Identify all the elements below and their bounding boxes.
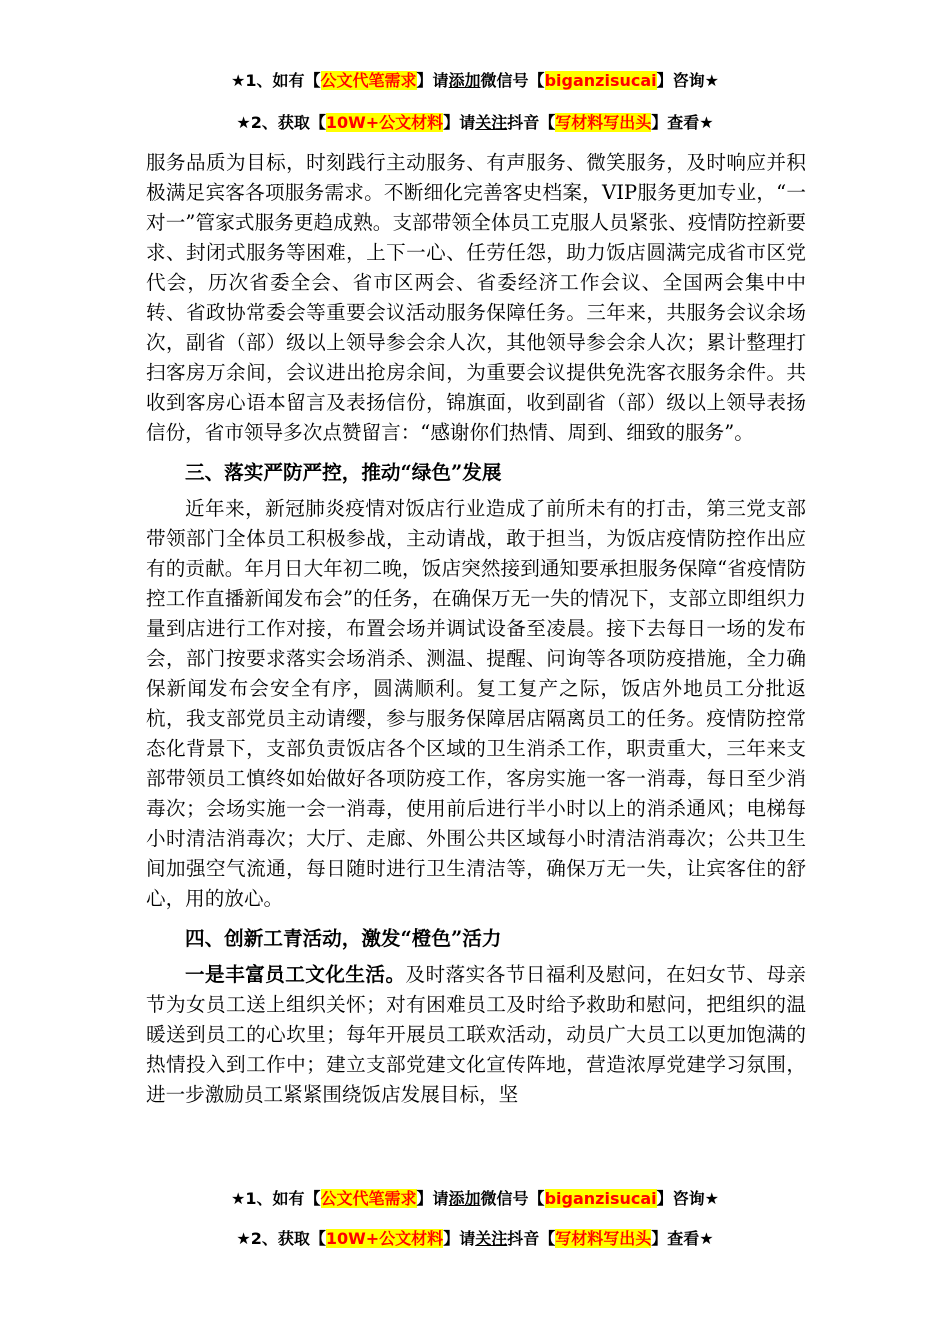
paragraph-culture: [146, 960, 806, 1110]
banner-text: 】请: [416, 71, 449, 90]
paragraph-epidemic: 近年来，新冠肺炎疫情对饭店行业造成了前所未有的打击，第三党支部带领部门全体员工积极参战，主动请战，敢于担当，为饭店疫情防控作出应有的贡献。年月日大年初二晚，饭店突然接到通知要承担服务保障“省疫情防控工作直播新闻发布会”的任务，在确保万无一失的情况下，支部立即组织力量到店进行工作对接，布置会场并调试设备至凌晨。接下去每日一场的发布会，部门按要求落实会场消杀、测温、提醒、问询等各项防疫措施，全力确保新闻发布会安全有序，圆满顺利。复工复产之际，饭店外地员工分批返杭，我支部党员主动请缨，参与服务保障居店隔离员工的任务。疫情防控常态化背景下，支部负责饭店各个区域的卫生消杀工作，职责重大，三年来支部带领员工慎终如始做好各项防疫工作，客房实施一客一消毒，每日至少消毒次；会场实施一会一消毒，使用前后进行半小时以上的消杀通风；电梯每小时清洁消毒次；大厅、走廊、外围公共区域每小时清洁消毒次；公共卫生间加强空气流通，每日随时进行卫生清洁等，确保万无一失，让宾客住的舒心，用的放心。: [146, 497, 806, 910]
banner-text: 抖音【: [507, 1229, 556, 1248]
banner-highlight: 写材料写出头: [555, 113, 652, 132]
banner-text: 】请: [443, 1229, 476, 1248]
banner-highlight: 10W+公文材料: [325, 113, 444, 132]
promo-banner-bottom-line2: [0, 1228, 950, 1250]
section-heading-4: 四、创新工青活动，激发“橙色”活力: [185, 927, 502, 950]
banner-text: 】查看★: [651, 113, 714, 132]
paragraph-culture-text: 及时落实各节日福利及慰问，在妇女节、母亲节为女员工送上组织关怀；对有困难员工及时给予救助和慰问，把组织的温暖送到员工的心坎里；每年开展员工联欢活动，动员广大员工以更加饱满的热情投入到工作中；建立支部党建文化宣传阵地，营造浓厚党建学习氛围，进一步激励员工紧紧围绕饭店发展目标，坚: [146, 963, 806, 1106]
banner-text: 微信号【: [480, 71, 545, 90]
banner-highlight: biganzisucai: [544, 1189, 657, 1208]
promo-banner-top-line1: [0, 70, 950, 92]
banner-text: ★2、获取【: [236, 113, 326, 132]
banner-text: 】咨询★: [656, 1189, 719, 1208]
banner-highlight: biganzisucai: [544, 71, 657, 90]
banner-text: 微信号【: [480, 1189, 545, 1208]
banner-underlined: 关注: [475, 1229, 508, 1248]
banner-highlight: 公文代笔需求: [320, 1189, 417, 1208]
banner-underlined: 添加: [448, 1189, 481, 1208]
banner-text: ★1、如有【: [231, 71, 321, 90]
banner-underlined: 关注: [475, 113, 508, 132]
banner-text: ★2、获取【: [236, 1229, 326, 1248]
banner-highlight: 公文代笔需求: [320, 71, 417, 90]
section-heading-3: 三、落实严防严控，推动“绿色”发展: [185, 461, 502, 484]
paragraph-lead: 一是丰富员工文化生活。: [185, 963, 406, 986]
banner-text: 抖音【: [507, 113, 556, 132]
banner-text: 】咨询★: [656, 71, 719, 90]
promo-banner-top-line2: [0, 112, 950, 134]
banner-highlight: 写材料写出头: [555, 1229, 652, 1248]
banner-text: 】请: [416, 1189, 449, 1208]
banner-highlight: 10W+公文材料: [325, 1229, 444, 1248]
banner-text: 】请: [443, 113, 476, 132]
banner-text: ★1、如有【: [231, 1189, 321, 1208]
banner-underlined: 添加: [448, 71, 481, 90]
promo-banner-bottom-line1: [0, 1188, 950, 1210]
paragraph-service: 服务品质为目标，时刻践行主动服务、有声服务、微笑服务，及时响应并积极满足宾客各项服务需求。不断细化完善客史档案，VIP服务更加专业，“一对一”管家式服务更趋成熟。支部带领全体员工克服人员紧张、疫情防控新要求、封闭式服务等困难，上下一心、任劳任怨，助力饭店圆满完成省市区党代会，历次省委全会、省市区两会、省委经济工作会议、全国两会集中中转、省政协常委会等重要会议活动服务保障任务。三年来，共服务会议余场次，副省（部）级以上领导参会余人次，其他领导参会余人次；累计整理打扫客房万余间，会议进出抢房余间，为重要会议提供免洗客衣服务余件。共收到客房心语本留言及表扬信份，锦旗面，收到副省（部）级以上领导表扬信份，省市领导多次点赞留言：“感谢你们热情、周到、细致的服务”。: [146, 151, 806, 444]
banner-text: 】查看★: [651, 1229, 714, 1248]
document-body: [146, 148, 806, 1110]
